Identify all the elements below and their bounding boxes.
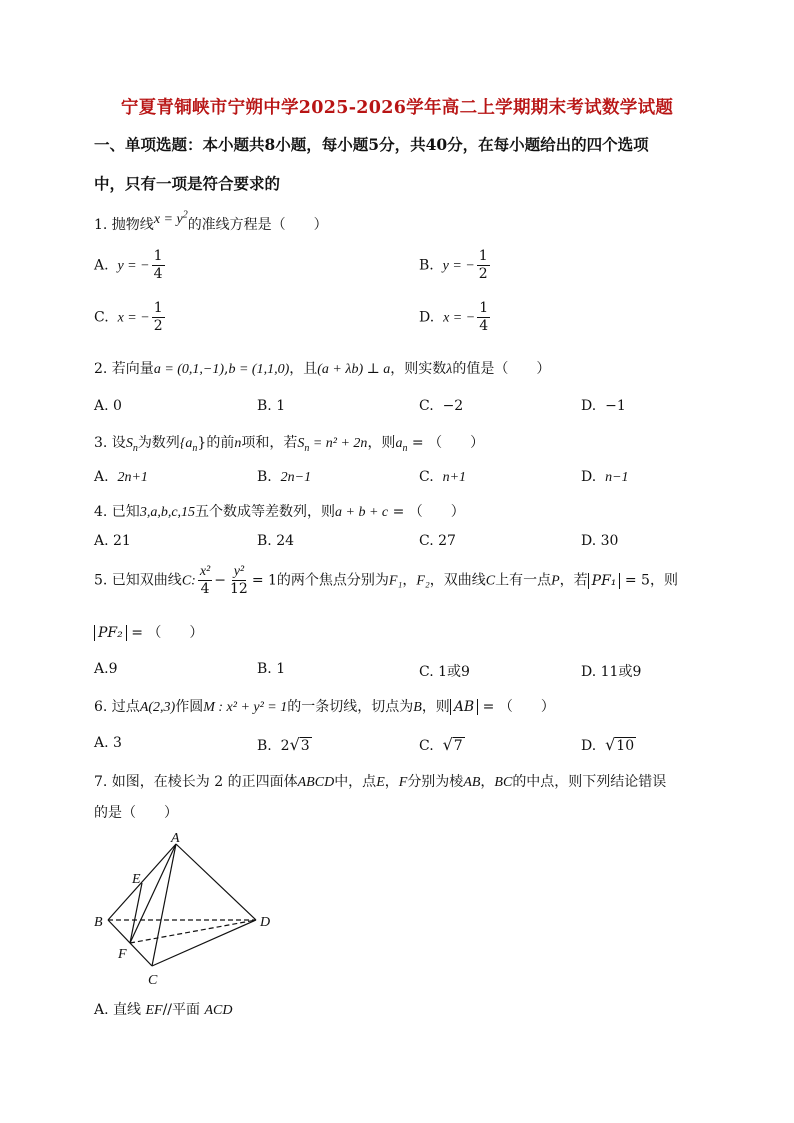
- q6-option-b[interactable]: B. 2√3: [257, 735, 310, 754]
- edge-ab: [108, 844, 176, 920]
- question-6: 6. 过点A(2,3)作圆M : x² + y² = 1的一条切线，切点为B，则 AB = （ ）: [94, 699, 555, 715]
- section-header-line2: 中，只有一项是符合要求的: [94, 174, 281, 193]
- label-b: B: [94, 915, 103, 930]
- segment-fd: [130, 920, 256, 943]
- question-4: 4. 已知3,a,b,c,15五个数成等差数列，则a + b + c = （ ）: [94, 504, 465, 520]
- q1-prefix: 1. 抛物线: [94, 217, 154, 233]
- label-c: C: [148, 973, 158, 988]
- tetrahedron-figure: [90, 828, 280, 993]
- label-a: A: [171, 831, 180, 846]
- q2-vector-a: a = (0,1,−1): [153, 362, 225, 377]
- edge-cd: [152, 920, 256, 966]
- question-7-line2: 的是（ ）: [94, 805, 178, 821]
- q5-option-b[interactable]: B. 1: [257, 661, 286, 677]
- q2-option-b[interactable]: B. 1: [257, 398, 286, 414]
- q5-option-d[interactable]: D. 11或9: [581, 664, 642, 680]
- q5-option-a[interactable]: A.9: [94, 661, 118, 677]
- q2-option-c[interactable]: C. −2: [419, 398, 464, 414]
- question-5: 5. 已知双曲线C: $\frac{\text{x²}}{4}$ − $\frac{\text{y²}}{12}$ = 1的两个焦点分别为F₁，F₂，双曲线C上有一点P，若 PF₁ = 5，则: [94, 564, 678, 597]
- q6-option-d[interactable]: D. √10: [581, 735, 635, 754]
- q1-option-d[interactable]: D. x = − $\frac{1}{4}$: [419, 300, 489, 334]
- edge-ac: [152, 844, 176, 966]
- question-7: 7. 如图，在棱长为 2 的正四面体ABCD中，点E，F分别为棱AB，BC的中点，则下列结论错误: [94, 774, 667, 790]
- q6-option-a[interactable]: A. 3: [94, 735, 122, 751]
- q2-condition: (a + λb) ⊥ a: [317, 362, 391, 377]
- q1-option-c[interactable]: C. x = − $\frac{1}{2}$: [94, 300, 163, 334]
- q3-option-d[interactable]: D. n−1: [581, 469, 629, 485]
- q2-option-a[interactable]: A. 0: [94, 398, 122, 414]
- q1-expr: x = y: [153, 212, 183, 227]
- question-2: 2. 若向量a = (0,1,−1),b = (1,1,0)，且(a + λb) ⊥ a，则实数λ的值是（ ）: [94, 361, 551, 377]
- q7-option-a[interactable]: A. 直线 EF//平面 ACD: [94, 1002, 233, 1018]
- label-f: F: [118, 947, 127, 962]
- q4-option-a[interactable]: A. 21: [94, 533, 131, 549]
- q3-option-a[interactable]: A. 2n+1: [94, 469, 148, 485]
- q4-option-d[interactable]: D. 30: [581, 533, 619, 549]
- q3-option-c[interactable]: C. n+1: [419, 469, 467, 485]
- segment-fa: [130, 844, 176, 943]
- question-5-line2: PF₂ = （ ）: [94, 622, 203, 642]
- q5-option-c[interactable]: C. 1或9: [419, 664, 470, 680]
- q6-option-c[interactable]: C. √7: [419, 735, 463, 754]
- q2-vector-b: b = (1,1,0): [228, 362, 290, 377]
- q4-option-b[interactable]: B. 24: [257, 533, 295, 549]
- q1-option-b[interactable]: B. y = − $\frac{1}{2}$: [419, 248, 488, 282]
- q1-option-a[interactable]: A. y = − $\frac{1}{4}$: [94, 248, 163, 282]
- q1-suffix: 的准线方程是（ ）: [187, 217, 328, 233]
- label-e: E: [132, 872, 141, 887]
- q3-option-b[interactable]: B. 2n−1: [257, 469, 312, 485]
- page-title: 宁夏青铜峡市宁朔中学2025-2026学年高二上学期期末考试数学试题: [120, 98, 674, 118]
- segment-ef: [130, 883, 142, 943]
- q4-option-c[interactable]: C. 27: [419, 533, 456, 549]
- question-3: 3. 设$S_n$为数列$\{a_n\}$的前n项和，若$S_n = n^2 + 2n$，则$a_n$ = （ ）: [94, 435, 485, 454]
- label-d: D: [260, 915, 271, 930]
- section-header-line1: 一、单项选题：本小题共8小题，每小题5分，共40分，在每小题给出的四个选项: [94, 135, 649, 154]
- q2-option-d[interactable]: D. −1: [581, 398, 626, 414]
- q1-expr-sup: 2: [182, 209, 188, 221]
- question-1: [94, 209, 328, 234]
- edge-ad: [176, 844, 256, 920]
